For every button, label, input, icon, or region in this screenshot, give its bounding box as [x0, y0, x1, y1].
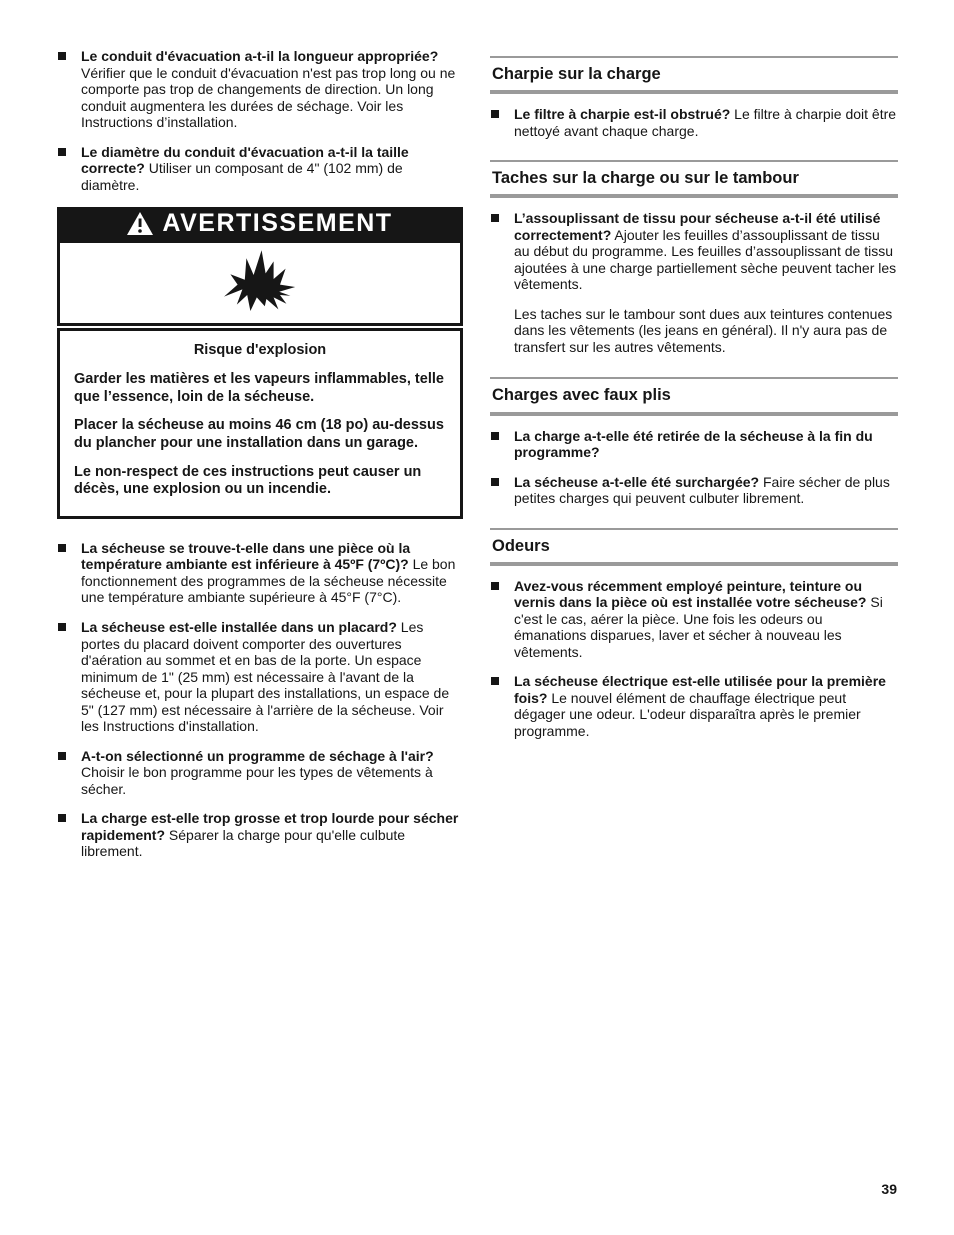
bullet-square-icon: [491, 677, 499, 685]
bullet-square-icon: [58, 52, 66, 60]
bullet-square-icon: [491, 214, 499, 222]
list-item: [57, 619, 463, 735]
warning-title: AVERTISSEMENT: [162, 209, 393, 238]
list-item-text: La charge a-t-elle été retirée de la sécheuse à la fin du programme?: [514, 427, 873, 461]
bullet-square-icon: [58, 623, 66, 631]
list-item: [57, 748, 463, 798]
list-item-text: La sécheuse électrique est-elle utilisée pour la première fois? Le nouvel élément de chauffage électrique peut dégager une odeur. L'odeur disparaîtra après le premier programme.: [514, 673, 886, 739]
warning-header: [57, 207, 463, 240]
bullet-square-icon: [491, 110, 499, 118]
section-title: Taches sur la charge ou sur le tambour: [492, 169, 799, 188]
list-item: [490, 673, 898, 739]
list-item-text: Le conduit d'évacuation a-t-il la longueur appropriée? Vérifier que le conduit d'évacuation n'est pas trop long ou ne comporte pas trop de changements de direction. Un long conduit augmentera les durées de séchage. Voir les Instructions d’installation.: [81, 48, 456, 131]
list-item: [490, 106, 898, 139]
list-item-text: L’assouplissant de tissu pour sécheuse a-t-il été utilisé correctement? Ajouter les feuilles d’assouplissant de tissu au début du programme. Les feuilles d’assouplissant de tissu ajoutées à une charge partiellement sèche peuvent tacher les vêtements.: [514, 210, 897, 293]
bullet-square-icon: [491, 478, 499, 486]
right-column: [490, 56, 898, 760]
section-title: Odeurs: [492, 536, 550, 555]
warning-line: Le non-respect de ces instructions peut causer un décès, une explosion ou un incendie.: [74, 463, 422, 498]
bullet-square-icon: [58, 148, 66, 156]
list-item-text: La sécheuse a-t-elle été surchargée? Faire sécher de plus petites charges qui peuvent culbuter librement.: [514, 473, 890, 507]
list-item: [57, 144, 463, 194]
section-faux-plis: [490, 377, 898, 521]
section-odeurs: [490, 528, 898, 755]
left-column: [57, 48, 463, 873]
warning-heading: Risque d'explosion: [193, 342, 327, 359]
warning-line: Placer la sécheuse au moins 46 cm (18 po) au-dessus du plancher pour une installation dans un garage.: [74, 417, 444, 451]
list-item: [57, 48, 463, 131]
list-item-text: Le filtre à charpie est-il obstrué? Le filtre à charpie doit être nettoyé avant chaque charge.: [514, 106, 897, 139]
warning-icon-panel: [57, 240, 463, 326]
bullet-square-icon: [491, 582, 499, 590]
section-title: Charges avec faux plis: [492, 386, 671, 405]
list-item: [57, 810, 463, 860]
list-item: [490, 210, 898, 293]
bullet-square-icon: [58, 752, 66, 760]
list-item-text: A-t-on sélectionné un programme de séchage à l'air? Choisir le bon programme pour les types de vêtements à sécher.: [81, 747, 434, 797]
list-item-text: Avez-vous récemment employé peinture, teinture ou vernis dans la pièce où est installée votre sécheuse? Si c'est le cas, aérer la pièce. Une fois les odeurs ou émanations disparues, laver et sécher à nouveau les vêtements.: [514, 577, 883, 660]
list-item-text: La sécheuse se trouve-t-elle dans une pièce où la température ambiante est inférieure à 45ºF (7ºC)? Le bon fonctionnement des programmes de la sécheuse nécessite une température ambiante supérieure à 45°F (7°C).: [81, 539, 456, 606]
warning-box: [57, 207, 463, 519]
bullet-square-icon: [58, 544, 66, 552]
list-item: [490, 474, 898, 507]
warning-line: Garder les matières et les vapeurs inflammables, telle que l’essence, loin de la sécheuse.: [74, 370, 444, 405]
list-item-text: La charge est-elle trop grosse et trop lourde pour sécher rapidement? Séparer la charge pour qu'elle culbute librement.: [81, 810, 459, 860]
list-item: [490, 428, 898, 461]
page-number: 39: [881, 1181, 897, 1197]
explosion-icon: [214, 247, 306, 319]
list-item: [57, 540, 463, 606]
warning-text-panel: [57, 328, 463, 519]
section-title: Charpie sur la charge: [492, 65, 661, 83]
list-item-text: Le diamètre du conduit d'évacuation a-t-il la taille correcte? Utiliser un composant de 4" (102 mm) de diamètre.: [81, 143, 409, 193]
bullet-square-icon: [491, 432, 499, 440]
section-note: Les taches sur le tambour sont dues aux teintures contenues dans les vêtements (les jeans en général). Il n'y aura pas de transfert sur les autres vêtements.: [514, 305, 893, 355]
list-item-text: La sécheuse est-elle installée dans un placard? Les portes du placard doivent comporter des ouvertures d'aération au sommet et en bas de la porte. Un espace minimum de 1" (25 mm) est nécessaire à l'avant de la sécheuse et, pour la plupart des installations, un espace de 5" (127 mm) est nécessaire à l'arrière de la sécheuse. Voir les Instructions d'installation.: [81, 619, 450, 735]
section-taches: [490, 160, 898, 371]
warning-triangle-icon: [127, 212, 153, 235]
list-item: [490, 578, 898, 661]
bullet-square-icon: [58, 814, 66, 822]
section-charpie: [490, 56, 898, 154]
